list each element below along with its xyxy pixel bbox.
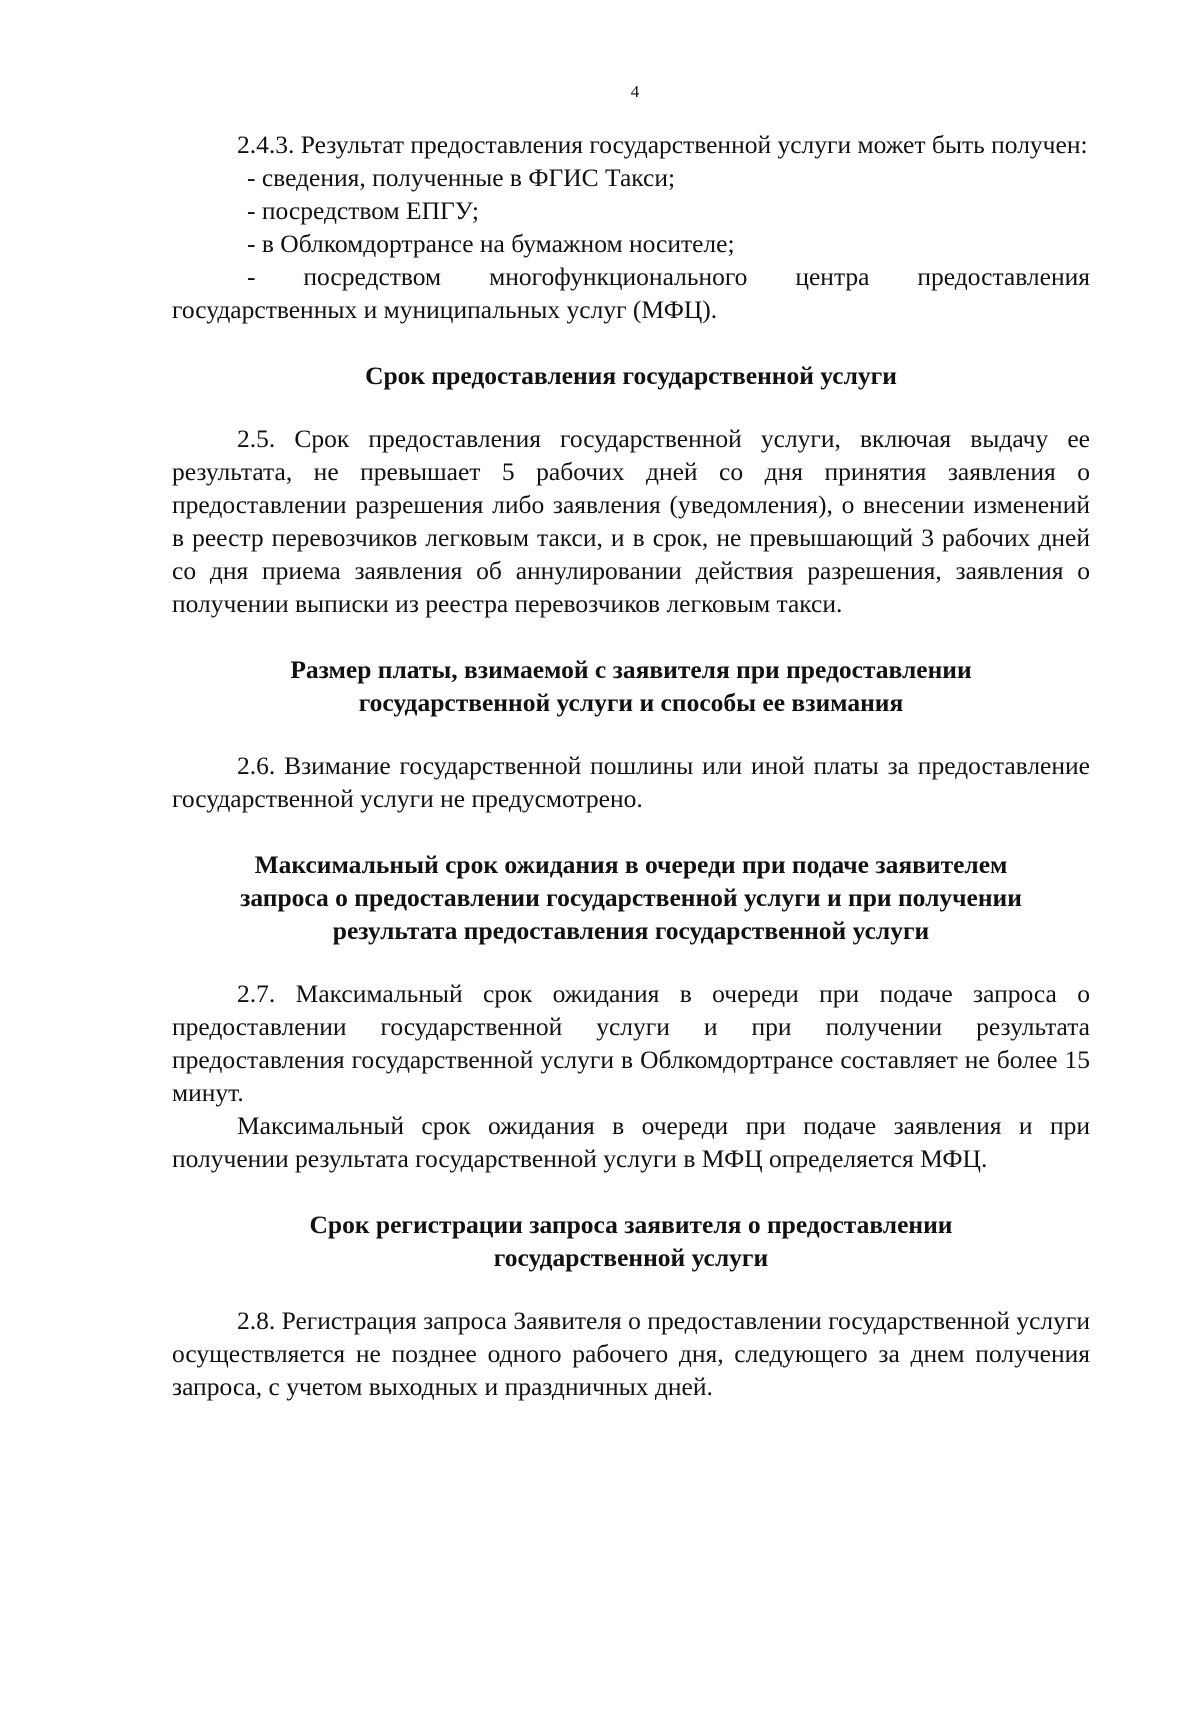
heading-line: Максимальный срок ожидания в очереди при подаче заявителем [254, 850, 1008, 879]
heading-line: государственной услуги и способы ее взимания [358, 688, 904, 717]
heading-line: запроса о предоставлении государственной услуги и при получении [240, 883, 1022, 912]
list-item: - в Облкомдортрансе на бумажном носителе; [247, 229, 735, 258]
heading-line: государственной услуги [493, 1243, 769, 1272]
paragraph-2-5: 2.5. Срок предоставления государственной услуги, включая выдачу ее результата, не превышает 5 рабочих дней со дня принятия заявления о предоставлении разрешения либо заявления (уведомления), о внесении изменений в реестр перевозчиков легковым такси, и в срок, не превышающий 3 рабочих дней со дня приема заявления об аннулировании действия разрешения, заявления о получении выписки из реестра перевозчиков легковым такси. [172, 424, 1090, 618]
heading-line: результата предоставления государственной услуги [332, 916, 930, 945]
paragraph-2-6: 2.6. Взимание государственной пошлины или иной платы за предоставление государственной услуги не предусмотрено. [172, 751, 1090, 813]
paragraph-2-8: 2.8. Регистрация запроса Заявителя о предоставлении государственной услуги осуществляется не позднее одного рабочего дня, следующего за днем получения запроса, с учетом выходных и праздничных дней. [172, 1306, 1090, 1401]
document-body [172, 128, 1090, 1403]
page-number: 4 [630, 82, 640, 101]
list-item: - посредством ЕПГУ; [247, 196, 479, 225]
heading-2-8 [172, 1208, 1090, 1274]
heading-2-7 [172, 848, 1090, 947]
paragraph-2-7-mfc: Максимальный срок ожидания в очереди при подаче заявления и при получении результата государственной услуги в МФЦ определяется МФЦ. [172, 1111, 1090, 1173]
list-item: - посредством многофункционального центра предоставления государственных и муниципальных услуг (МФЦ). [172, 262, 1090, 324]
heading-2-6 [172, 653, 1090, 719]
list-item: - сведения, полученные в ФГИС Такси; [247, 163, 676, 192]
heading-line: Размер платы, взимаемой с заявителя при предоставлении [290, 655, 972, 684]
heading-2-5: Срок предоставления государственной услуги [365, 361, 897, 390]
paragraph-2-4-3-intro: 2.4.3. Результат предоставления государственной услуги может быть получен: [237, 130, 1088, 159]
heading-line: Срок регистрации запроса заявителя о предоставлении [309, 1210, 953, 1239]
paragraph-2-7: 2.7. Максимальный срок ожидания в очереди при подаче запроса о предоставлении государственной услуги и при получении результата предоставления государственной услуги в Облкомдортрансе составляет не более 15 минут. [172, 979, 1090, 1107]
